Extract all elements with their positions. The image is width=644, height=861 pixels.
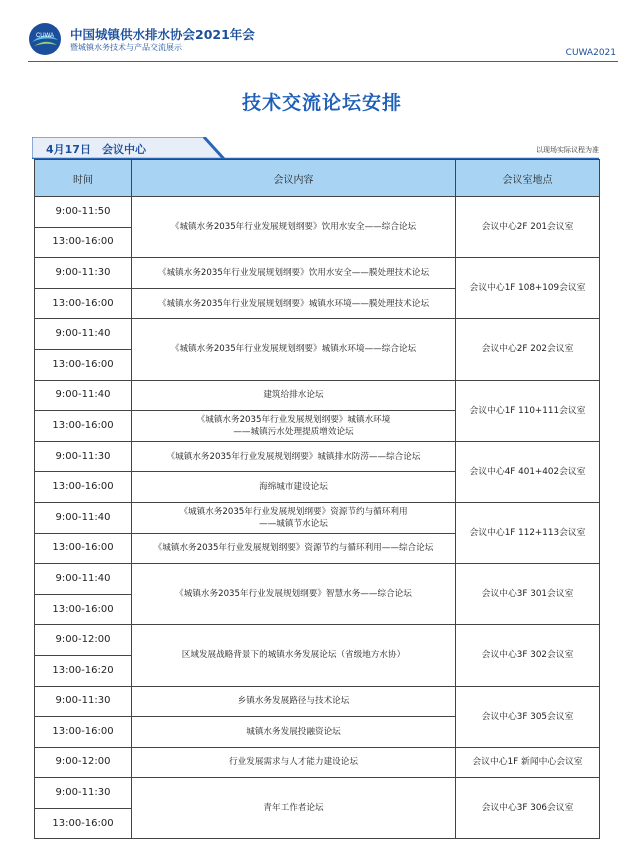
forum-title-line: 海绵城市建设论坛 [259, 482, 328, 493]
session-time: 9:00-11:30 [35, 258, 132, 289]
forum-title [132, 380, 456, 411]
cuwa-logo-icon [28, 22, 62, 56]
forum-title-line: 城镇水务发展投融资论坛 [246, 726, 341, 737]
table-row [35, 258, 600, 289]
table-row [35, 441, 600, 472]
session-time: 13:00-16:00 [35, 288, 132, 319]
session-time: 9:00-11:30 [35, 441, 132, 472]
forum-title-line: 行业发展需求与人才能力建设论坛 [229, 757, 358, 768]
forum-title [132, 778, 456, 839]
table-row [35, 625, 600, 656]
session-time: 9:00-11:40 [35, 502, 132, 533]
forum-title-line: 《城镇水务2035年行业发展规划纲要》城镇排水防涝——综合论坛 [166, 451, 421, 462]
session-time: 9:00-12:00 [35, 625, 132, 656]
date-venue-label: 4月17日 会议中心 [46, 143, 146, 156]
meeting-room: 会议中心4F 401+402会议室 [456, 441, 600, 502]
session-time: 13:00-16:20 [35, 655, 132, 686]
session-time: 13:00-16:00 [35, 808, 132, 839]
forum-title [132, 717, 456, 748]
meeting-room: 会议中心2F 201会议室 [456, 197, 600, 258]
table-row [35, 686, 600, 717]
page-title: 技术交流论坛安排 [241, 92, 402, 114]
header-divider [28, 61, 618, 62]
session-time: 9:00-11:30 [35, 686, 132, 717]
table-row [35, 564, 600, 595]
forum-title [132, 258, 456, 289]
header-time: 时间 [35, 160, 132, 197]
meeting-room: 会议中心3F 306会议室 [456, 778, 600, 839]
forum-title-line: ——城镇节水论坛 [259, 518, 328, 529]
org-subtitle: 暨城镇水务技术与产品交流展示 [70, 43, 182, 52]
forum-title-line: 《城镇水务2035年行业发展规划纲要》城镇水环境——综合论坛 [170, 344, 417, 355]
session-time: 13:00-16:00 [35, 533, 132, 564]
meeting-room: 会议中心3F 302会议室 [456, 625, 600, 686]
table-row [35, 502, 600, 533]
org-short-name: CUWA2021 [565, 48, 616, 58]
session-time: 9:00-11:40 [35, 380, 132, 411]
forum-title-line: 《城镇水务2035年行业发展规划纲要》城镇水环境 [196, 414, 391, 425]
forum-title [132, 564, 456, 625]
meeting-room: 会议中心1F 108+109会议室 [456, 258, 600, 319]
forum-title [132, 441, 456, 472]
meeting-room: 会议中心2F 202会议室 [456, 319, 600, 380]
table-body [35, 197, 600, 839]
forum-title [132, 747, 456, 778]
session-time: 13:00-16:00 [35, 717, 132, 748]
forum-title-line: 《城镇水务2035年行业发展规划纲要》智慧水务——综合论坛 [175, 589, 412, 600]
forum-title-line: 《城镇水务2035年行业发展规划纲要》资源节约与循环利用——综合论坛 [153, 543, 434, 554]
session-time: 9:00-12:00 [35, 747, 132, 778]
meeting-room: 会议中心1F 新闻中心会议室 [456, 747, 600, 778]
session-time: 13:00-16:00 [35, 472, 132, 503]
forum-title [132, 502, 456, 533]
meeting-room: 会议中心1F 110+111会议室 [456, 380, 600, 441]
page-header [28, 22, 616, 62]
table-row [35, 319, 600, 350]
forum-title-line: 《城镇水务2035年行业发展规划纲要》城镇水环境——膜处理技术论坛 [157, 298, 430, 309]
forum-title [132, 319, 456, 380]
session-time: 9:00-11:40 [35, 564, 132, 595]
meeting-room: 会议中心3F 301会议室 [456, 564, 600, 625]
forum-title-line: 青年工作者论坛 [263, 803, 324, 814]
table-row [35, 778, 600, 809]
agenda-note: 以现场实际议程为准 [536, 146, 599, 154]
logo-text: CUWA [35, 33, 55, 39]
forum-title [132, 288, 456, 319]
table-header-row [35, 160, 600, 197]
forum-title [132, 197, 456, 258]
session-time: 9:00-11:40 [35, 319, 132, 350]
forum-schedule-table [34, 159, 600, 839]
session-time: 9:00-11:50 [35, 197, 132, 228]
forum-title [132, 472, 456, 503]
forum-title-line: 《城镇水务2035年行业发展规划纲要》资源节约与循环利用 [179, 506, 408, 517]
forum-title [132, 686, 456, 717]
session-time: 13:00-16:00 [35, 411, 132, 442]
table-row [35, 747, 600, 778]
session-time: 13:00-16:00 [35, 594, 132, 625]
forum-title-line: 《城镇水务2035年行业发展规划纲要》饮用水安全——膜处理技术论坛 [157, 267, 430, 278]
forum-title-line: 区域发展战略背景下的城镇水务发展论坛（省级地方水协） [181, 650, 406, 661]
session-time: 9:00-11:30 [35, 778, 132, 809]
forum-title-line: ——城镇污水处理提质增效论坛 [233, 426, 354, 437]
forum-title [132, 533, 456, 564]
date-tab-bar [32, 137, 599, 159]
header-content: 会议内容 [132, 160, 456, 197]
header-room: 会议室地点 [456, 160, 600, 197]
forum-title [132, 411, 456, 442]
session-time: 13:00-16:00 [35, 349, 132, 380]
meeting-room: 会议中心1F 112+113会议室 [456, 502, 600, 563]
forum-title-line: 《城镇水务2035年行业发展规划纲要》饮用水安全——综合论坛 [170, 222, 417, 233]
session-time: 13:00-16:00 [35, 227, 132, 258]
forum-title [132, 625, 456, 686]
forum-title-line: 乡镇水务发展路径与技术论坛 [237, 696, 350, 707]
table-row [35, 380, 600, 411]
meeting-room: 会议中心3F 305会议室 [456, 686, 600, 747]
table-row [35, 197, 600, 228]
forum-title-line: 建筑给排水论坛 [263, 390, 324, 401]
org-title: 中国城镇供水排水协会2021年会 [70, 27, 255, 42]
